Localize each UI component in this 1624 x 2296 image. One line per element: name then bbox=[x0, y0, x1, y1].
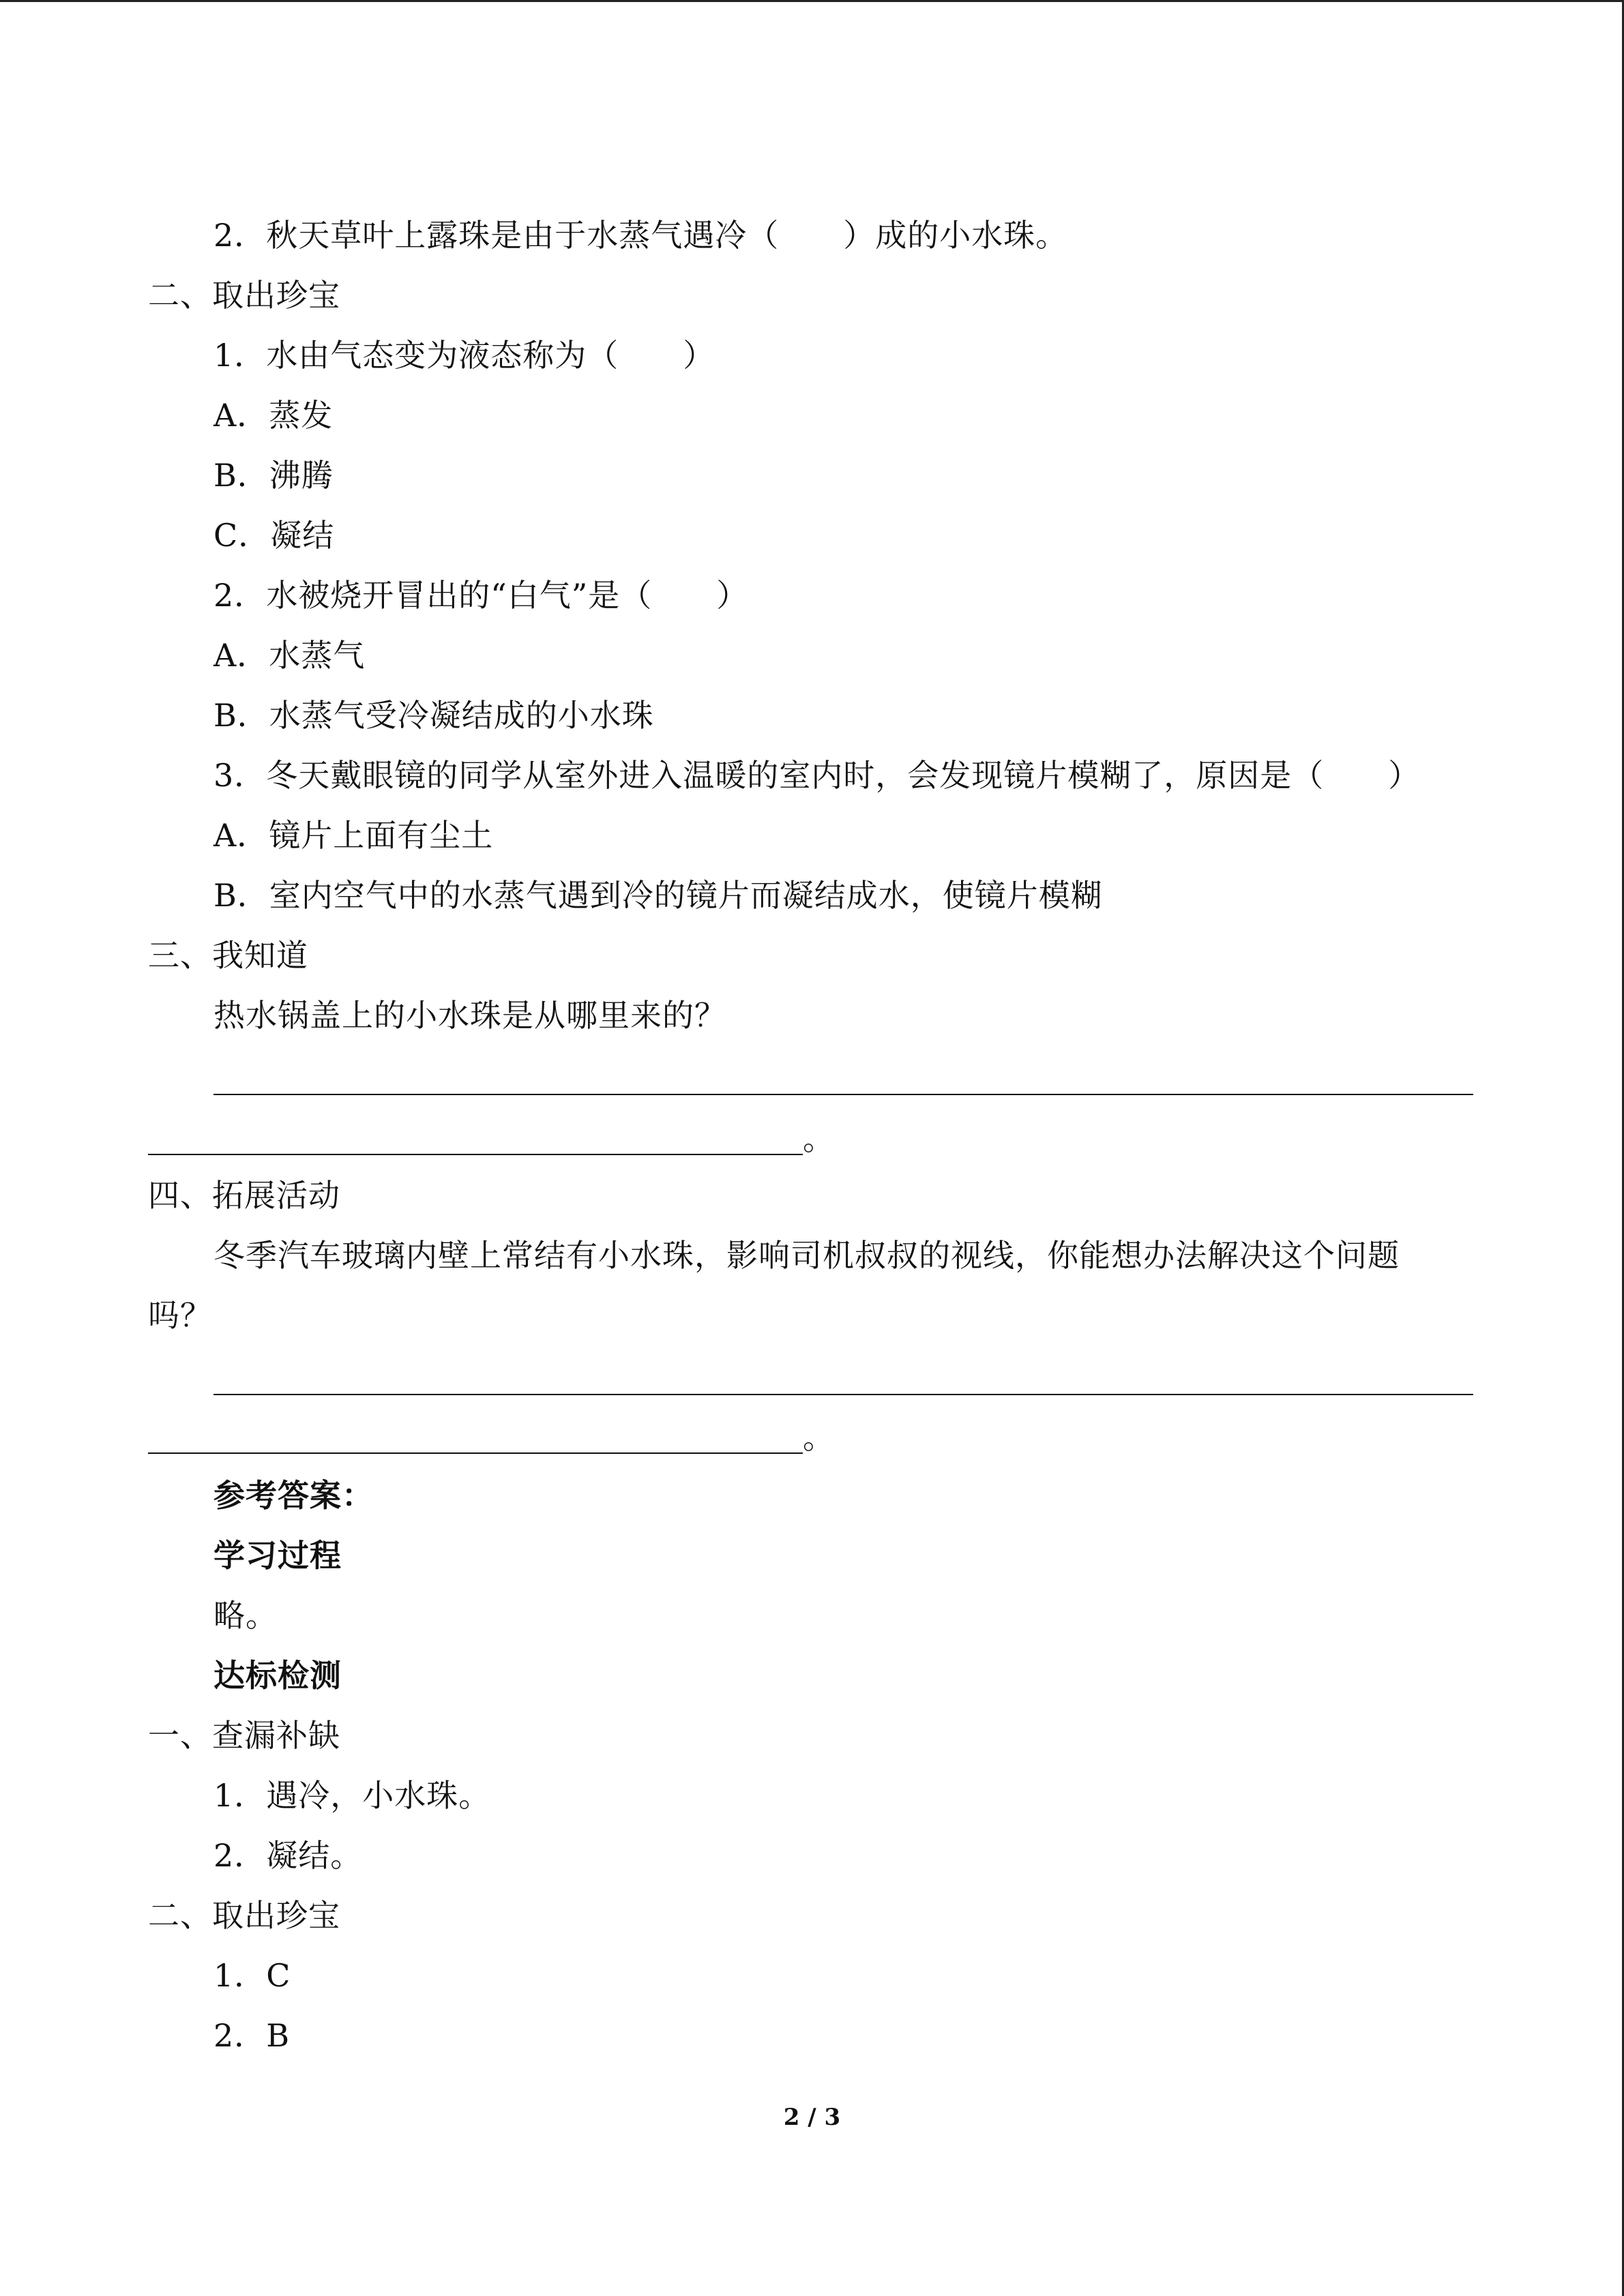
answers-section-1-item-1: 1．遇冷，小水珠。 bbox=[213, 1777, 491, 1814]
question-2-3-option-b: B．室内空气中的水蒸气遇到冷的镜片而凝结成水，使镜片模糊 bbox=[213, 877, 1103, 914]
question-2-2-option-a: A．水蒸气 bbox=[213, 637, 366, 674]
question-4-line-2: 吗？ bbox=[148, 1297, 212, 1334]
answers-section-2-item-1: 1．C bbox=[213, 1957, 291, 1994]
page-number: 2 / 3 bbox=[783, 2104, 841, 2131]
question-2-1: 1．水由气态变为液态称为（ ） bbox=[213, 337, 715, 374]
answers-process-title: 学习过程 bbox=[213, 1537, 342, 1574]
answers-title: 参考答案： bbox=[213, 1477, 374, 1514]
answers-section-2-title: 二、取出珍宝 bbox=[148, 1897, 340, 1934]
answers-section-1-item-2: 2．凝结。 bbox=[213, 1837, 363, 1874]
question-2-3: 3．冬天戴眼镜的同学从室外进入温暖的室内时，会发现镜片模糊了，原因是（ ） bbox=[213, 757, 1421, 794]
question-2-3-option-a: A．镜片上面有尘土 bbox=[213, 817, 494, 854]
answer-line-4b bbox=[148, 1452, 803, 1454]
section-3-title: 三、我知道 bbox=[148, 937, 308, 974]
question-1-2: 2．秋天草叶上露珠是由于水蒸气遇冷（ ）成的小水珠。 bbox=[213, 217, 1068, 254]
answer-line-4a bbox=[213, 1394, 1473, 1395]
answer-line-3b bbox=[148, 1154, 803, 1155]
question-2-2-option-b: B．水蒸气受冷凝结成的小水珠 bbox=[213, 697, 654, 734]
answer-period-4: 。 bbox=[803, 1419, 834, 1456]
answers-section-1-title: 一、查漏补缺 bbox=[148, 1717, 340, 1754]
answer-line-3a bbox=[213, 1094, 1473, 1095]
question-2-1-option-c: C．凝结 bbox=[213, 517, 335, 554]
question-2-1-option-a: A．蒸发 bbox=[213, 397, 334, 434]
section-2-title: 二、取出珍宝 bbox=[148, 277, 340, 314]
question-3: 热水锅盖上的小水珠是从哪里来的？ bbox=[213, 997, 726, 1034]
answers-section-2-item-2: 2．B bbox=[213, 2017, 291, 2054]
section-4-title: 四、拓展活动 bbox=[148, 1177, 340, 1214]
question-2-1-option-b: B．沸腾 bbox=[213, 457, 334, 494]
page-border-top bbox=[0, 0, 1624, 2]
answers-process: 略。 bbox=[213, 1597, 278, 1634]
question-2-2: 2．水被烧开冒出的“白气”是（ ） bbox=[213, 577, 749, 614]
question-4-line-1: 冬季汽车玻璃内壁上常结有小水珠，影响司机叔叔的视线，你能想办法解决这个问题 bbox=[213, 1237, 1400, 1274]
answer-period-3: 。 bbox=[803, 1120, 834, 1157]
answers-test-title: 达标检测 bbox=[213, 1657, 342, 1694]
